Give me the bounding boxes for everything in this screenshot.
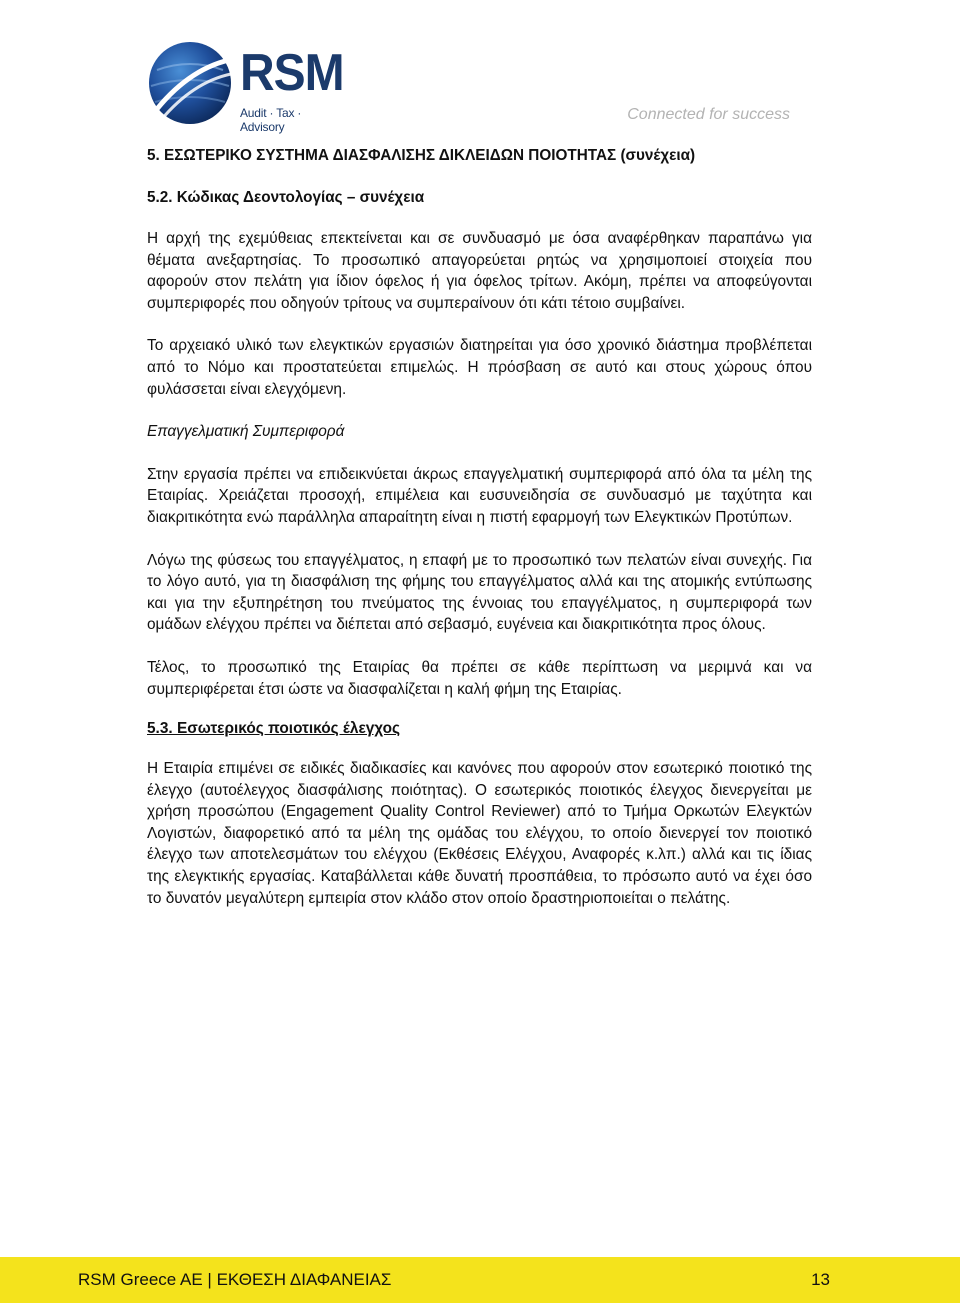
heading-53-text: 5.3. Εσωτερικός ποιοτικός έλεγχος xyxy=(147,720,401,738)
heading-internal-quality-control xyxy=(147,718,812,740)
paragraph-quality-control: Η Εταιρία επιμένει σε ειδικές διαδικασίες και κανόνες που αφορούν στον εσωτερικό ποιοτικό της έλεγχο (αυτοέλεγχος διασφάλισης ποιότητας). Ο εσωτερικός ποιοτικός έλεγχος διενεργείται με χρήση προσώπου (Engagement Quality Control Reviewer) από το Τμήμα Ορκωτών Ελεγκτών Λογιστών, διαφορετικό από τα μέλη της ομάδας του ελέγχου, το οποίο διενεργεί τον ποιοτικό έλεγχο των αποτελεσμάτων του ελέγχου (Εκθέσεις Ελέγχου, Αναφορές κ.λπ.) αλλά και τις ίδιας της ελεγκτικής εργασίας. Καταβάλλεται κάθε δυνατή προσπάθεια, το πρόσωπο αυτό να έχει όσο το δυνατόν μεγαλύτερη εμπειρία στον κλάδο στον οποίο δραστηριοποιείται ο πελάτης. xyxy=(147,760,812,907)
logo-subtext: Audit · Tax · Advisory xyxy=(240,106,302,134)
paragraph-reputation: Τέλος, το προσωπικό της Εταιρίας θα πρέπει σε κάθε περίπτωση να μεριμνά και να συμπεριφέρεται έτσι ώστε να διασφαλίζεται η καλή φήμη της Εταιρίας. xyxy=(147,658,812,698)
logo-wordmark: RSM xyxy=(240,44,344,102)
footer-title: RSM Greece AE | ΕΚΘΕΣΗ ΔΙΑΦΑΝΕΙΑΣ xyxy=(78,1270,392,1289)
subheading-professional-conduct: Επαγγελματική Συμπεριφορά xyxy=(147,423,345,441)
section-title: 5. ΕΣΩΤΕΡΙΚΟ ΣΥΣΤΗΜΑ ΔΙΑΣΦΑΛΙΣΗΣ ΔΙΚΛΕΙΔΩΝ ΠΟΙΟΤΗΤΑΣ (συνέχεια) xyxy=(147,147,696,164)
section-subtitle: 5.2. Κώδικας Δεοντολογίας – συνέχεια xyxy=(147,189,425,206)
footer-bar xyxy=(0,1257,960,1303)
rsm-logo xyxy=(147,40,344,134)
tagline: Connected for success xyxy=(627,106,790,123)
paragraph-client-contact: Λόγω της φύσεως του επαγγέλματος, η επαφή με το προσωπικό των πελατών είναι συνεχής. Για το λόγο αυτό, για τη διασφάλιση της φήμης του επαγγέλματος αλλά και της ατομικής εντύπωσης και για την εξυπηρέτηση του πνεύματος της έννοιας του επαγγέλματος, η συμπεριφορά των ομάδων ελέγχου πρέπει να διέπεται από σεβασμό, ευγένεια και διακριτικότητα προς όλους. xyxy=(147,551,812,634)
page-number: 13 xyxy=(811,1270,830,1289)
paragraph-archive: Το αρχειακό υλικό των ελεγκτικών εργασιών διατηρείται για όσο χρονικό διάστημα προβλέπεται από το Νόμο και προστατεύεται επιμελώς. Η πρόσβαση σε αυτό και στους χώρους όπου φυλάσσεται είναι ελεγχόμενη. xyxy=(147,337,812,398)
paragraph-confidentiality: Η αρχή της εχεμύθειας επεκτείνεται και σε συνδυασμό με όσα αναφέρθηκαν παραπάνω για θέματα ανεξαρτησίας. Το προσωπικό απαγορεύεται ρητώς να χρησιμοποιεί στοιχεία που αφορούν στον πελάτη για ίδιον όφελος ή για όφελος τρίτων. Ακόμη, πρέπει να αποφεύγονται συμπεριφορές που οδηγούν τρίτους να συμπεραίνουν ότι κάτι τέτοιο συμβαίνει. xyxy=(147,230,812,312)
paragraph-professional-behavior: Στην εργασία πρέπει να επιδεικνύεται άκρως επαγγελματική συμπεριφορά από όλα τα μέλη της Εταιρίας. Χρειάζεται προσοχή, επιμέλεια και ευσυνειδησία σε συνδυασμό με ταχύτητα και διακριτικότητα ενώ παράλληλα απαραίτητη είναι η πιστή εφαρμογή των Ελεγκτικών Προτύπων. xyxy=(147,465,812,526)
document-body xyxy=(147,145,812,909)
globe-logo-icon xyxy=(147,40,233,126)
